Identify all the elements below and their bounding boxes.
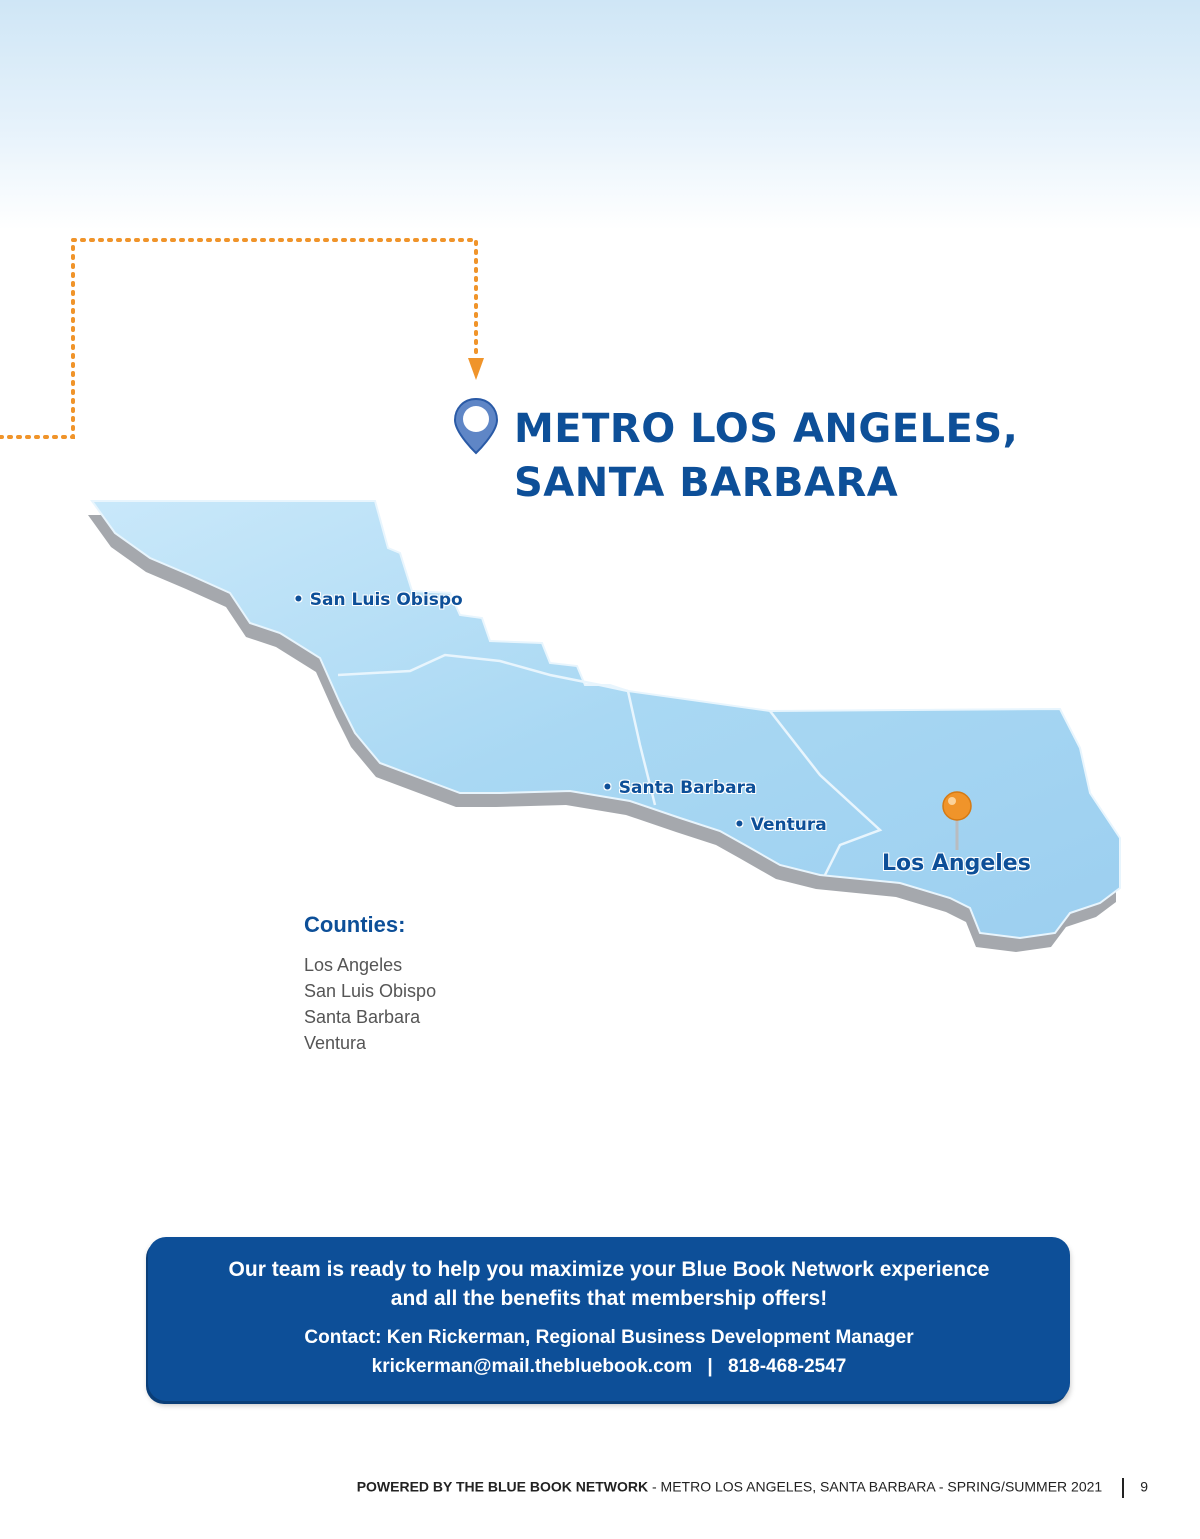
contact-name-line: Contact: Ken Rickerman, Regional Business Development Manager [304,1327,914,1348]
contact-details-line [148,1352,1070,1381]
page-footer [0,1478,1148,1498]
callout-lead [148,1255,1070,1313]
counties-heading: Counties: [304,912,406,937]
counties-list [304,952,436,1056]
list-item: Los Angeles [304,955,403,975]
callout-contact [148,1323,1070,1381]
title-line-1: METRO LOS ANGELES, [514,406,1019,452]
contact-callout [148,1237,1070,1401]
arrow-down-icon [468,358,484,380]
contact-email-link[interactable]: krickerman@mail.thebluebook.com [371,1356,693,1377]
contact-divider: | [707,1356,713,1377]
footer-text: - METRO LOS ANGELES, SANTA BARBARA - SPRING/SUMMER 2021 [648,1478,1103,1495]
counties-section [304,912,436,1056]
region-map [80,495,1140,975]
list-item: Ventura [304,1033,367,1053]
footer-separator [1122,1478,1124,1498]
map-label-santa-barbara: • Santa Barbara [602,778,757,798]
pushpin-icon [940,790,974,852]
map-label-ventura: • Ventura [734,815,827,835]
map-label-san-luis-obispo: • San Luis Obispo [293,590,463,610]
contact-phone[interactable]: 818-468-2547 [728,1356,847,1377]
callout-lead-line-2: and all the benefits that membership offers! [390,1287,828,1310]
list-item: Santa Barbara [304,1007,421,1027]
location-pin-icon [452,397,500,457]
title-line-2: SANTA BARBARA [514,460,899,506]
callout-lead-line-1: Our team is ready to help you maximize your Blue Book Network experience [228,1258,990,1281]
list-item: San Luis Obispo [304,981,437,1001]
footer-brand: POWERED BY THE BLUE BOOK NETWORK [356,1478,649,1495]
map-label-los-angeles: Los Angeles [882,851,1031,876]
page-number: 9 [1140,1478,1148,1495]
page-title [514,402,1018,510]
